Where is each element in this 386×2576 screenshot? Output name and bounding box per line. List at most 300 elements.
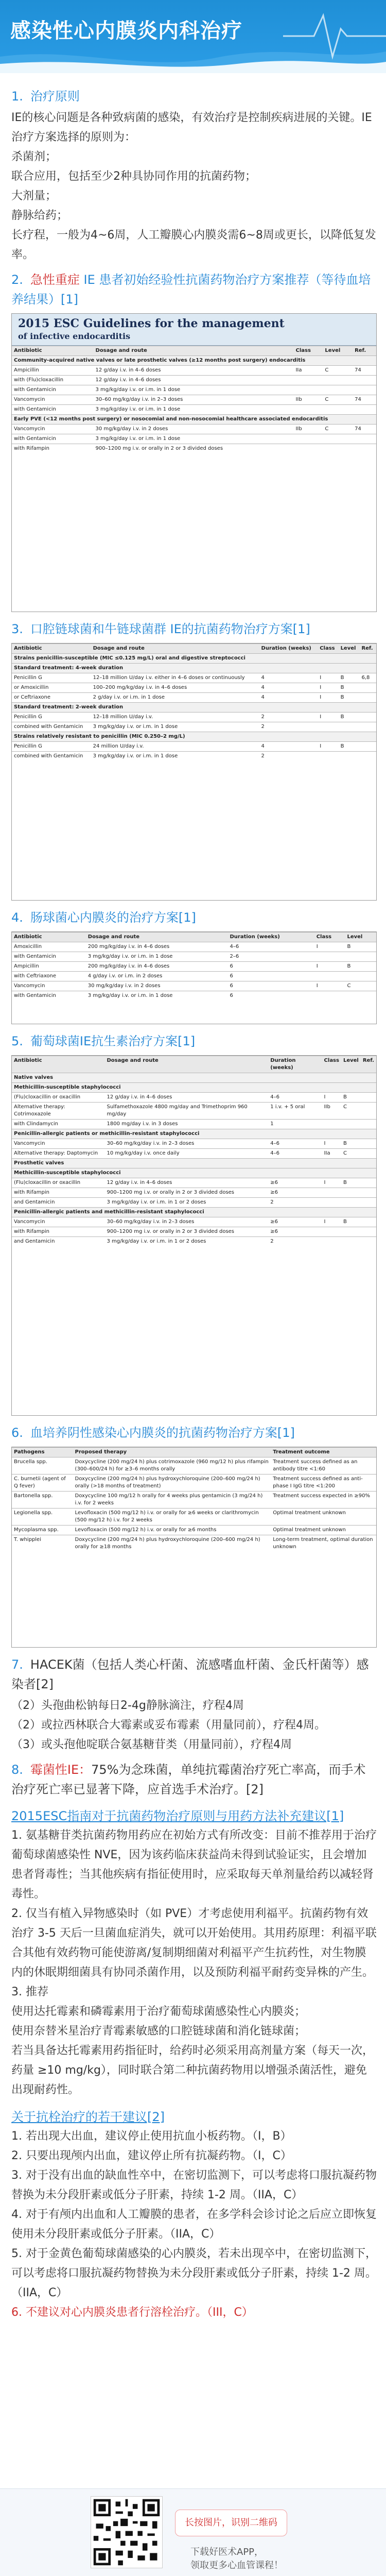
section-8-heading: 8. 霉菌性IE：75%为念珠菌，单纯抗霉菌治疗死亡率高，而手术治疗死亡率已显著下降，应首选手术治疗。[2] bbox=[11, 1762, 366, 1797]
table-subheader-cell: Community-acquired native valves or late prosthetic valves (≥12 months post surgery) endocarditis bbox=[12, 356, 376, 366]
table-cell: IIb bbox=[322, 1103, 341, 1120]
table-cell bbox=[323, 434, 353, 444]
table-row bbox=[12, 673, 376, 683]
table-cell: Treatment success defined as anti-phase I IgG titre <1:200 bbox=[271, 1475, 376, 1492]
table-cell: Brucella spp. bbox=[12, 1458, 73, 1475]
paragraph: IE的核心问题是各种致病菌的感染，有效治疗是控制疾病进展的关键。IE治疗方案选择的原则为： bbox=[11, 111, 372, 144]
table-culture-negative-therapy bbox=[11, 1447, 377, 1648]
table-cell bbox=[359, 752, 376, 761]
table-cell: 4–6 bbox=[268, 1139, 322, 1149]
table-header-cell: Dosage and route bbox=[86, 933, 228, 942]
table-cell bbox=[322, 1227, 341, 1237]
table-cell bbox=[323, 405, 353, 415]
list-item: 使用达托霉素和磷霉素用于治疗葡萄球菌感染性心内膜炎； bbox=[11, 2005, 306, 2018]
table-cell: 74 bbox=[353, 366, 376, 376]
ecg-line-icon bbox=[283, 0, 386, 73]
table-cell bbox=[353, 444, 376, 454]
table-row bbox=[12, 385, 376, 395]
table-row bbox=[12, 1073, 376, 1083]
table-subheader-cell: Early PVE (<12 months post surgery) or nosocomial and non-nosocomial healthcare associated endocarditis bbox=[12, 415, 376, 425]
table-cell: 6,8 bbox=[359, 673, 376, 683]
table-header-cell: Ref. bbox=[359, 644, 376, 654]
table-row bbox=[12, 1208, 376, 1217]
table-cell: or Amoxicillin bbox=[12, 683, 91, 693]
table-subheader-cell: Prosthetic valves bbox=[12, 1159, 376, 1168]
table-cell: B bbox=[339, 693, 360, 703]
table-cell bbox=[359, 742, 376, 752]
table-row bbox=[12, 752, 376, 761]
table-cell: Long-term treatment, optimal duration unknown bbox=[271, 1535, 376, 1552]
table-cell: 3 mg/kg/day i.v. or i.m. in 1 dose bbox=[94, 434, 294, 444]
table-cell: Doxycycline (200 mg/24 h) plus cotrimoxazole (960 mg/12 h) plus rifampin (300–600/24 h) for ≥3–6 months orally bbox=[73, 1458, 271, 1475]
table-cell bbox=[293, 434, 323, 444]
table-cell: I bbox=[322, 1217, 341, 1227]
scan-hint-bubble: 长按图片，识别二维码 bbox=[175, 2510, 287, 2536]
table-row bbox=[12, 693, 376, 703]
list-item: （3）或头孢他啶联合氨基糖苷类（用量同前），疗程4周 bbox=[11, 1738, 292, 1751]
table-cell: 12–18 million U/day i.v. either in 4–6 doses or continuously bbox=[91, 673, 259, 683]
table-cell: C bbox=[323, 395, 353, 405]
paragraph: 联合应用，包括至少2种具协同作用的抗菌药物； bbox=[11, 170, 256, 183]
table-cell: C bbox=[341, 1149, 361, 1159]
table-cell: 6 bbox=[228, 981, 314, 991]
table-header-cell: Class bbox=[314, 933, 345, 942]
table-cell: 4 bbox=[259, 742, 318, 752]
table-cell: 2–6 bbox=[228, 952, 314, 962]
table-cell bbox=[345, 991, 376, 1001]
table-cell: 2 bbox=[259, 713, 318, 722]
table-cell: 3 mg/kg/day i.v. or i.m. in 1 dose bbox=[86, 952, 228, 962]
table-cell: C bbox=[323, 425, 353, 434]
section-5-heading: 5. 葡萄球菌IE抗生素治疗方案[1] bbox=[11, 1034, 196, 1048]
table-cell: Vancomycin bbox=[12, 981, 86, 991]
table-cell: 4–6 bbox=[268, 1149, 322, 1159]
table-row bbox=[12, 713, 376, 722]
data-table bbox=[12, 932, 376, 1001]
table-cell: 2 bbox=[268, 1237, 322, 1247]
table-cell: 30–60 mg/kg/day i.v. in 2–3 doses bbox=[104, 1139, 268, 1149]
list-item: 1. 若出现大出血，建议停止使用抗血小板药物。（I，B） bbox=[11, 2130, 292, 2143]
table-row bbox=[12, 972, 376, 981]
table-row bbox=[12, 434, 376, 444]
table-row bbox=[12, 1083, 376, 1093]
table-cell: 30 mg/kg/day i.v. in 2 doses bbox=[86, 981, 228, 991]
table-cell: with Gentamicin bbox=[12, 385, 94, 395]
table-cell: IIb bbox=[293, 395, 323, 405]
table-cell: with Ceftriaxone bbox=[12, 972, 86, 981]
table-cell: with Rifampin bbox=[12, 444, 94, 454]
table-subheader-cell: Strains relatively resistant to penicillin (MIC 0.250–2 mg/L) bbox=[12, 732, 376, 742]
table-cell: 4–6 bbox=[228, 942, 314, 952]
table-row bbox=[12, 376, 376, 385]
table-row bbox=[12, 395, 376, 405]
table-header-row bbox=[12, 933, 376, 942]
table-header-cell: Antibiotic bbox=[12, 644, 91, 654]
antithrombotic-heading: 关于抗栓治疗的若干建议[2] bbox=[11, 2110, 165, 2124]
table-row bbox=[12, 722, 376, 732]
table-cell bbox=[361, 1120, 376, 1129]
table-cell: with Rifampin bbox=[12, 1188, 104, 1198]
table-cell: C bbox=[341, 1103, 361, 1120]
table-cell: 900–1200 mg i.v. or orally in 2 or 3 divided doses bbox=[104, 1188, 268, 1198]
table-cell: I bbox=[322, 1139, 341, 1149]
table-cell: Optimal treatment unknown bbox=[271, 1509, 376, 1526]
table-cell: ≥6 bbox=[268, 1217, 322, 1227]
table-cell: with Clindamycin bbox=[12, 1120, 104, 1129]
table-cell bbox=[322, 1198, 341, 1208]
table-cell: 200 mg/kg/day i.v. in 4–6 doses bbox=[86, 962, 228, 972]
table-header-row bbox=[12, 346, 376, 356]
table-header-cell: Level bbox=[345, 933, 376, 942]
table-cell: B bbox=[341, 1139, 361, 1149]
table-cell: Amoxicillin bbox=[12, 942, 86, 952]
table-cell: 2 bbox=[259, 752, 318, 761]
table-header-cell: Antibiotic bbox=[12, 933, 86, 942]
table-cell: ≥6 bbox=[268, 1178, 322, 1188]
table-cell: 12 g/day i.v. in 4–6 doses bbox=[94, 376, 294, 385]
table-row bbox=[12, 366, 376, 376]
table-cell bbox=[361, 1103, 376, 1120]
table-header-cell: Antibiotic bbox=[12, 1056, 104, 1073]
table-cell: Mycoplasma spp. bbox=[12, 1526, 73, 1535]
table-subheader-cell: Strains penicillin-susceptible (MIC ≤0.125 mg/L) oral and digestive streptococci bbox=[12, 654, 376, 664]
table-cell: combined with Gentamicin bbox=[12, 752, 91, 761]
table-row bbox=[12, 1458, 376, 1475]
table-subheader-cell: Standard treatment: 4-week duration bbox=[12, 664, 376, 673]
list-item: 2. 仅当有植入异物感染时（如 PVE）才考虑使用利福平。抗菌药物有效治疗 3-5 天后一旦菌血症消失，就可以开始使用。其用药原理：利福平联合其他有效药物可能使游离/复制期细菌对利福平产生抗药性，对生物膜内的休眠期细菌具有协同杀菌作用，以及预防利福平耐药变异株的产生。 bbox=[11, 1907, 377, 1979]
table-cell: Penicillin G bbox=[12, 713, 91, 722]
table-cell: 30 mg/kg/day i.v. in 2 doses bbox=[94, 425, 294, 434]
list-item: 5. 对于金黄色葡萄球菌感染的心内膜炎，若未出现卒中，在密切监测下，可以考虑将口服抗凝药物替换为未分段肝素或低分子肝素，持续 1-2 周。（IIA，C） bbox=[11, 2247, 377, 2299]
table-cell: Vancomycin bbox=[12, 1139, 104, 1149]
table-cell: B bbox=[339, 742, 360, 752]
table-cell bbox=[359, 713, 376, 722]
table-cell: I bbox=[318, 742, 338, 752]
table-header-row bbox=[12, 1448, 376, 1458]
table-cell: C bbox=[323, 366, 353, 376]
table-cell: 1 bbox=[268, 1120, 322, 1129]
table-row bbox=[12, 1509, 376, 1526]
table-cell bbox=[353, 376, 376, 385]
table-cell: B bbox=[345, 962, 376, 972]
table-header-cell: Ref. bbox=[353, 346, 376, 356]
table-header-row bbox=[12, 644, 376, 654]
table-row bbox=[12, 654, 376, 664]
table-cell: or Ceftriaxone bbox=[12, 693, 91, 703]
table-header-cell: Duration (weeks) bbox=[268, 1056, 322, 1073]
table-cell: (Flu)cloxacillin or oxacillin bbox=[12, 1178, 104, 1188]
table-cell: I bbox=[322, 1178, 341, 1188]
table-subheader-cell: Methicillin-susceptible staphylococci bbox=[12, 1083, 376, 1093]
table-header-cell: Dosage and route bbox=[91, 644, 259, 654]
table-cell: 1800 mg/day i.v. in 3 doses bbox=[104, 1120, 268, 1129]
table-streptococci-therapy bbox=[11, 643, 377, 901]
table-cell: 3 mg/kg/day i.v. or i.m. in 1 dose bbox=[86, 991, 228, 1001]
table-header-cell: Level bbox=[341, 1056, 361, 1073]
article-body bbox=[0, 73, 386, 2323]
table-cell: with Gentamicin bbox=[12, 405, 94, 415]
table-cell: Vancomycin bbox=[12, 395, 94, 405]
table-row bbox=[12, 1159, 376, 1168]
table-row bbox=[12, 742, 376, 752]
table-cell: Sulfamethoxazole 4800 mg/day and Trimethoprim 960 mg/day bbox=[104, 1103, 268, 1120]
table-enterococcus-therapy bbox=[11, 931, 377, 1024]
table-cell: 3 mg/kg/day i.v. or i.m. in 1 or 2 doses bbox=[104, 1198, 268, 1208]
table-row bbox=[12, 1120, 376, 1129]
table-cell: IIa bbox=[293, 366, 323, 376]
table-cell: 2 bbox=[259, 722, 318, 732]
table-subheader-cell: Penicillin-allergic patients and methicillin-resistant staphylococci bbox=[12, 1208, 376, 1217]
table-cell bbox=[359, 683, 376, 693]
table-cell: Vancomycin bbox=[12, 1217, 104, 1227]
data-table bbox=[12, 1056, 376, 1246]
table-row bbox=[12, 415, 376, 425]
table-cell: I bbox=[314, 942, 345, 952]
table-cell: and Gentamicin bbox=[12, 1198, 104, 1208]
table-cell: 4–6 bbox=[268, 1093, 322, 1103]
table-cell bbox=[361, 1237, 376, 1247]
section-1-body bbox=[11, 108, 377, 265]
table-row bbox=[12, 1129, 376, 1139]
table-cell bbox=[361, 1139, 376, 1149]
table-subheader-cell: Methicillin-susceptible staphylococci bbox=[12, 1168, 376, 1178]
table-header-cell: Proposed therapy bbox=[73, 1448, 271, 1458]
table-cell: 3 mg/kg/day i.v. or i.m. in 1 dose bbox=[91, 752, 259, 761]
section-1-heading: 1. 治疗原则 bbox=[11, 89, 80, 104]
table-cell: 6 bbox=[228, 972, 314, 981]
table-cell bbox=[293, 376, 323, 385]
list-item: （2）头孢曲松钠每日2-4g静脉滴注，疗程4周 bbox=[11, 1699, 244, 1712]
table-header-cell: Pathogens bbox=[12, 1448, 73, 1458]
table-row bbox=[12, 1535, 376, 1552]
table-cell bbox=[361, 1217, 376, 1227]
table-cell: 4 bbox=[259, 673, 318, 683]
table-cell: Treatment success expected in ≥90% bbox=[271, 1492, 376, 1509]
table-cell bbox=[341, 1120, 361, 1129]
table-cell: B bbox=[341, 1217, 361, 1227]
table-cell: 4 bbox=[259, 693, 318, 703]
table-row bbox=[12, 962, 376, 972]
table-cell: 3 mg/kg/day i.v. or i.m. in 1 dose bbox=[91, 722, 259, 732]
table-cell: Doxycycline 100 mg/12 h orally for 4 weeks plus gentamicin (3 mg/24 h) i.v. for 2 weeks bbox=[73, 1492, 271, 1509]
table-cell: 3 mg/kg/day i.v. or i.m. in 1 dose bbox=[94, 405, 294, 415]
table-cell: Optimal treatment unknown bbox=[271, 1526, 376, 1535]
table-row bbox=[12, 1093, 376, 1103]
table-row bbox=[12, 1227, 376, 1237]
list-item: 6. 不建议对心内膜炎患者行溶栓治疗。（III，C） bbox=[11, 2306, 253, 2319]
footer bbox=[0, 2488, 386, 2576]
table-header-cell: Class bbox=[318, 644, 338, 654]
esc-guideline-banner: 2015 ESC Guidelines for the management of infective endocarditis bbox=[12, 314, 376, 346]
table-cell bbox=[341, 1198, 361, 1208]
table-header-cell: Dosage and route bbox=[104, 1056, 268, 1073]
table-header-cell: Class bbox=[322, 1056, 341, 1073]
table-cell bbox=[361, 1178, 376, 1188]
table-cell bbox=[323, 444, 353, 454]
table-empirical-therapy bbox=[11, 313, 377, 612]
table-cell: with Gentamicin bbox=[12, 991, 86, 1001]
table-cell: Penicillin G bbox=[12, 742, 91, 752]
paragraph: 长疗程，一般为4~6周，人工瓣膜心内膜炎需6~8周或更长，以降低复发率。 bbox=[11, 229, 376, 261]
table-row bbox=[12, 1188, 376, 1198]
paragraph: 杀菌剂； bbox=[11, 150, 57, 163]
table-cell bbox=[361, 1188, 376, 1198]
table-row bbox=[12, 405, 376, 415]
list-item: 4. 对于有颅内出血和人工瓣膜的患者，在多学科会诊讨论之后应立即恢复使用未分段肝素或低分子肝素。（IIA，C） bbox=[11, 2208, 377, 2241]
table-row bbox=[12, 356, 376, 366]
table-header-cell: Treatment outcome bbox=[271, 1448, 376, 1458]
table-cell bbox=[361, 1227, 376, 1237]
table-cell: 74 bbox=[353, 395, 376, 405]
table-row bbox=[12, 703, 376, 713]
data-table bbox=[12, 346, 376, 453]
table-cell bbox=[314, 991, 345, 1001]
table-cell: with (Flu)cloxacillin bbox=[12, 376, 94, 385]
table-cell: 2 bbox=[268, 1198, 322, 1208]
page-header bbox=[0, 0, 386, 73]
table-row bbox=[12, 942, 376, 952]
list-item: 1. 氨基糖苷类抗菌药物用药应在初始方式有所改变：目前不推荐用于治疗葡萄球菌感染性 NVE，因为该药临床获益尚未得到试验证实，且会增加患者肾毒性；当其他疾病有指征使用时，应采取每天单剂量给药以减轻肾毒性。 bbox=[11, 1829, 377, 1901]
table-cell bbox=[322, 1237, 341, 1247]
table-row bbox=[12, 1237, 376, 1247]
table-subheader-cell: Standard treatment: 2-week duration bbox=[12, 703, 376, 713]
list-item: 3. 推荐 bbox=[11, 1986, 48, 1998]
table-cell: and Gentamicin bbox=[12, 1237, 104, 1247]
table-row bbox=[12, 1526, 376, 1535]
table-cell: I bbox=[318, 683, 338, 693]
table-cell bbox=[361, 1198, 376, 1208]
table-cell: 12 g/day i.v. in 4–6 doses bbox=[94, 366, 294, 376]
table-cell bbox=[359, 693, 376, 703]
table-cell: C bbox=[345, 981, 376, 991]
table-row bbox=[12, 1168, 376, 1178]
table-cell: 30–60 mg/kg/day i.v. in 2–3 doses bbox=[104, 1217, 268, 1227]
table-cell: Levofloxacin (500 mg/12 h) i.v. or orally for ≥6 months bbox=[73, 1526, 271, 1535]
table-cell: 12 g/day i.v. in 4–6 doses bbox=[104, 1178, 268, 1188]
table-cell: IIb bbox=[293, 425, 323, 434]
table-cell: Levofloxacin (500 mg/12 h) i.v. or orally for ≥6 weeks or clarithromycin (500 mg/12 h) i.v. for 2 weeks bbox=[73, 1509, 271, 1526]
list-item: （2）或拉西林联合大霉素或妥布霉素（用量同前），疗程4周。 bbox=[11, 1719, 326, 1732]
paragraph: 大剂量； bbox=[11, 190, 57, 202]
table-cell bbox=[353, 385, 376, 395]
table-cell: I bbox=[314, 981, 345, 991]
table-cell: C. burnetii (agent of Q fever) bbox=[12, 1475, 73, 1492]
table-cell: Doxycycline (200 mg/24 h) plus hydroxychloroquine (200–600 mg/24 h) orally (>18 months of treatment) bbox=[73, 1475, 271, 1492]
table-row bbox=[12, 732, 376, 742]
list-item: 若当具备达托霉素用药指征时，给药时必须采用高剂量方案（每天一次，药量 ≥10 mg/kg），同时联合第二种抗菌药物用以增强杀菌活性，避免出现耐药性。 bbox=[11, 2044, 374, 2096]
table-cell bbox=[322, 1188, 341, 1198]
table-cell: B bbox=[339, 683, 360, 693]
section-2-heading: 2. 急性重症 IE 患者初始经验性抗菌药物治疗方案推荐（等待血培养结果）[1] bbox=[11, 273, 371, 307]
table-cell bbox=[361, 1149, 376, 1159]
table-cell: 200 mg/kg/day i.v. in 4–6 doses bbox=[86, 942, 228, 952]
table-cell: 12–18 million U/day i.v. bbox=[91, 713, 259, 722]
app-download-text: 下载好医术APP， bbox=[190, 2547, 264, 2557]
table-header-cell: Dosage and route bbox=[94, 346, 294, 356]
table-cell: Vancomycin bbox=[12, 425, 94, 434]
table-cell: ≥6 bbox=[268, 1188, 322, 1198]
table-row bbox=[12, 664, 376, 673]
esc2015-heading: 2015ESC指南对于抗菌药物治疗原则与用药方法补充建议[1] bbox=[11, 1809, 344, 1823]
table-cell bbox=[323, 385, 353, 395]
list-item: 2. 只要出现颅内出血，建议停止所有抗凝药物。（I，C） bbox=[11, 2149, 292, 2162]
table-row bbox=[12, 683, 376, 693]
table-cell: 2 g/day i.v. or i.m. in 1 dose bbox=[91, 693, 259, 703]
table-cell: Treatment success defined as an antibody titre <1:60 bbox=[271, 1458, 376, 1475]
table-row bbox=[12, 1178, 376, 1188]
table-cell bbox=[341, 1237, 361, 1247]
table-row bbox=[12, 1149, 376, 1159]
table-cell: Ampicillin bbox=[12, 962, 86, 972]
table-row bbox=[12, 444, 376, 454]
table-cell: Doxycycline (200 mg/24 h) plus hydroxychloroquine (200–600 mg/24 h) orally for ≥18 months bbox=[73, 1535, 271, 1552]
list-item: 3. 对于没有出血的缺血性卒中，在密切监测下，可以考虑将口服抗凝药物替换为未分段肝素或低分子肝素，持续 1-2 周。（IIA，C） bbox=[11, 2169, 377, 2201]
table-cell: with Gentamicin bbox=[12, 952, 86, 962]
table-cell: 1 i.v. + 5 oral bbox=[268, 1103, 322, 1120]
section-4-heading: 4. 肠球菌心内膜炎的治疗方案[1] bbox=[11, 910, 196, 925]
table-cell: B bbox=[341, 1178, 361, 1188]
data-table bbox=[12, 643, 376, 761]
table-cell: 900–1200 mg i.v. or orally in 2 or 3 divided doses bbox=[104, 1227, 268, 1237]
table-cell: 24 million U/day i.v. bbox=[91, 742, 259, 752]
table-cell: (Flu)cloxacillin or oxacillin bbox=[12, 1093, 104, 1103]
table-cell: ≥6 bbox=[268, 1227, 322, 1237]
table-cell: 6 bbox=[228, 991, 314, 1001]
table-cell: Alternative therapy: Cotrimoxazole bbox=[12, 1103, 104, 1120]
table-cell: combined with Gentamicin bbox=[12, 722, 91, 732]
table-cell bbox=[341, 1227, 361, 1237]
table-header-cell: Class bbox=[293, 346, 323, 356]
table-subheader-cell: Penicillin-allergic patients or methicillin-resistant staphylococci bbox=[12, 1129, 376, 1139]
table-cell: 3 mg/kg/day i.v. or i.m. in 1 dose bbox=[94, 385, 294, 395]
table-cell: 900–1200 mg i.v. or orally in 2 or 3 divided doses bbox=[94, 444, 294, 454]
table-cell bbox=[361, 1093, 376, 1103]
table-row bbox=[12, 425, 376, 434]
table-cell: B bbox=[339, 673, 360, 683]
table-cell: Ampicillin bbox=[12, 366, 94, 376]
table-row bbox=[12, 1198, 376, 1208]
table-cell bbox=[345, 952, 376, 962]
table-row bbox=[12, 1492, 376, 1509]
table-cell: T. whipplei bbox=[12, 1535, 73, 1552]
table-cell: 3 mg/kg/day i.v. or i.m. in 1 or 2 doses bbox=[104, 1237, 268, 1247]
section-7-heading: 7. HACEK菌（包括人类心杆菌、流感嗜血杆菌、金氏杆菌等）感染者[2] bbox=[11, 1657, 369, 1691]
table-row bbox=[12, 991, 376, 1001]
table-subheader-cell: Native valves bbox=[12, 1073, 376, 1083]
table-cell: 6 bbox=[228, 962, 314, 972]
table-cell: 100–200 mg/kg/day i.v. in 4–6 doses bbox=[91, 683, 259, 693]
table-header-cell: Duration (weeks) bbox=[259, 644, 318, 654]
table-cell: I bbox=[318, 673, 338, 683]
table-row bbox=[12, 1217, 376, 1227]
list-item: 使用奈替米星治疗青霉素敏感的口腔链球菌和消化链球菌； bbox=[11, 2025, 306, 2038]
table-header-cell: Level bbox=[323, 346, 353, 356]
section-3-heading: 3. 口腔链球菌和牛链球菌群 IE的抗菌药物治疗方案[1] bbox=[11, 622, 310, 636]
table-cell bbox=[322, 1120, 341, 1129]
table-row bbox=[12, 1103, 376, 1120]
table-cell bbox=[293, 444, 323, 454]
table-cell: with Gentamicin bbox=[12, 434, 94, 444]
table-header-cell: Duration (weeks) bbox=[228, 933, 314, 942]
table-cell: B bbox=[339, 713, 360, 722]
table-cell bbox=[353, 405, 376, 415]
section-6-heading: 6. 血培养阴性感染心内膜炎的抗菌药物治疗方案[1] bbox=[11, 1426, 295, 1440]
qr-code-icon[interactable] bbox=[91, 2496, 163, 2568]
table-cell bbox=[353, 434, 376, 444]
table-cell: B bbox=[345, 942, 376, 952]
table-header-cell: Level bbox=[339, 644, 360, 654]
course-cta-text: 领取更多心血管课程！ bbox=[190, 2560, 283, 2571]
